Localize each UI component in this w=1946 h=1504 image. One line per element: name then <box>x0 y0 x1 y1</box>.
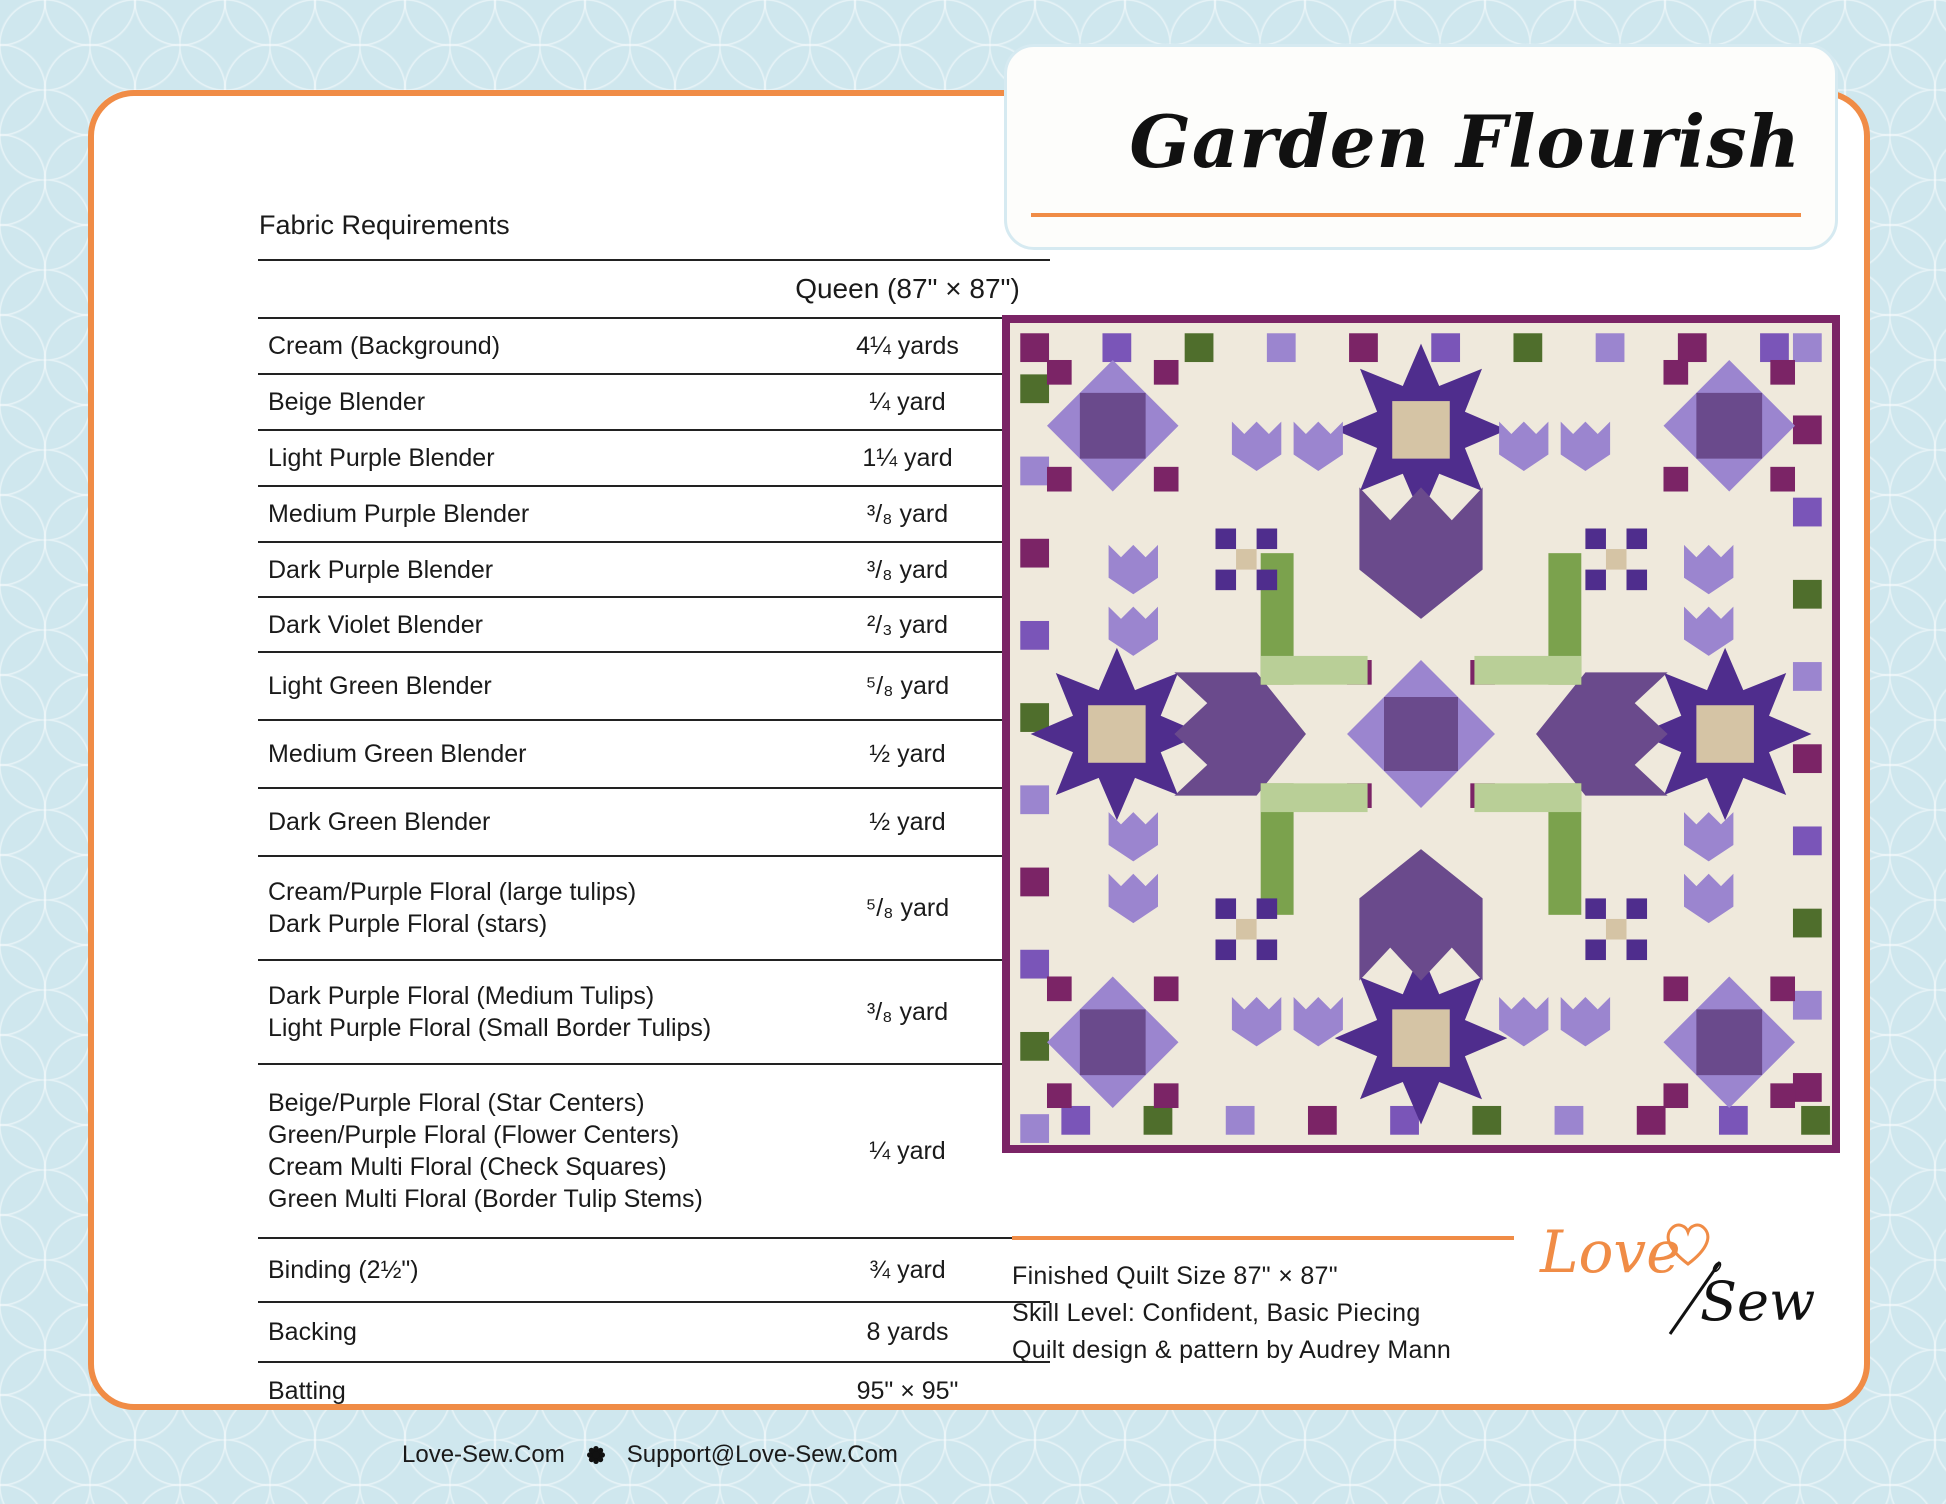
flower-corner <box>1154 976 1179 1001</box>
fabric-name-cell <box>258 1238 765 1302</box>
love-sew-logo <box>1540 1218 1840 1348</box>
border-check <box>1637 1106 1666 1135</box>
nine-patch-square <box>1257 898 1278 919</box>
flower-corner <box>1770 360 1795 385</box>
table-row <box>258 597 1050 652</box>
fabric-name-cell <box>258 960 765 1064</box>
border-check <box>1185 333 1214 362</box>
title-underline <box>1031 213 1801 217</box>
flower-corner <box>1047 467 1072 492</box>
border-check <box>1793 580 1822 609</box>
flower-corner <box>1047 976 1072 1001</box>
fabric-name-cell <box>258 486 765 542</box>
border-check <box>1793 991 1822 1020</box>
border-check <box>1267 333 1296 362</box>
flower-corner <box>1154 467 1179 492</box>
fabric-name: Cream Multi Floral (Check Squares) <box>268 1153 667 1181</box>
star-center <box>1392 1009 1450 1067</box>
table-row <box>258 652 1050 720</box>
nine-patch-square <box>1257 940 1278 961</box>
fabric-name-cell <box>258 542 765 597</box>
star-center <box>1088 705 1146 763</box>
fabric-name: Medium Purple Blender <box>268 500 530 528</box>
border-check <box>1020 457 1049 486</box>
border-check <box>1020 333 1049 362</box>
flower-corner <box>1663 467 1688 492</box>
border-check <box>1020 1032 1049 1061</box>
fabric-name-cell <box>258 788 765 856</box>
table-row <box>258 374 1050 430</box>
tulip-leaf <box>1474 783 1581 812</box>
fabric-name-cell <box>258 652 765 720</box>
fabric-amount: ¼ yard <box>765 1064 1050 1238</box>
website-link[interactable]: Love-Sew.Com <box>402 1441 565 1468</box>
border-check <box>1793 1073 1822 1102</box>
nine-patch-square <box>1236 549 1257 570</box>
designer-credit-text: Quilt design & pattern by Audrey Mann <box>1012 1336 1452 1364</box>
fabric-name-cell <box>258 1064 765 1238</box>
footer-links <box>402 1441 898 1469</box>
tulip-leaf <box>1261 656 1368 685</box>
border-check <box>1020 539 1049 568</box>
table-row <box>258 1302 1050 1362</box>
fabric-name: Green Multi Floral (Border Tulip Stems) <box>268 1185 703 1213</box>
table-row <box>258 856 1050 960</box>
fabric-name-cell <box>258 720 765 788</box>
flower-corner <box>1047 360 1072 385</box>
nine-patch-square <box>1585 898 1606 919</box>
fabric-name-cell <box>258 374 765 430</box>
border-check <box>1020 785 1049 814</box>
border-check <box>1472 1106 1501 1135</box>
border-check <box>1020 703 1049 732</box>
nine-patch-square <box>1216 570 1237 591</box>
border-check <box>1144 1106 1173 1135</box>
flower-corner <box>1663 360 1688 385</box>
quilt-image <box>1002 315 1840 1153</box>
table-row <box>258 430 1050 486</box>
fabric-amount: ½ yard <box>765 720 1050 788</box>
table-header-row <box>258 260 1050 318</box>
nine-patch-square <box>1585 529 1606 550</box>
fabric-name: Cream (Background) <box>268 332 501 360</box>
border-check <box>1020 868 1049 897</box>
star-center <box>1696 705 1754 763</box>
border-check <box>1020 374 1049 403</box>
nine-patch-square <box>1257 529 1278 550</box>
title-box <box>1004 44 1838 250</box>
flower-corner <box>1770 1083 1795 1108</box>
fabric-name-cell <box>258 318 765 374</box>
quilt-details <box>1012 1258 1451 1369</box>
table-row <box>258 542 1050 597</box>
flower-corner <box>1154 360 1179 385</box>
fabric-amount: ³/₈ yard <box>765 542 1050 597</box>
flower-center <box>1696 393 1762 459</box>
fabric-requirements-heading: Fabric Requirements <box>259 210 510 240</box>
border-check <box>1793 333 1822 362</box>
table-row <box>258 1362 1050 1418</box>
table-row <box>258 1238 1050 1302</box>
nine-patch-square <box>1606 919 1627 940</box>
fabric-amount: ³/₈ yard <box>765 960 1050 1064</box>
border-check <box>1793 826 1822 855</box>
fabric-name: Dark Purple Blender <box>268 555 494 584</box>
border-check <box>1801 1106 1830 1135</box>
flower-corner <box>1663 976 1688 1001</box>
tulip-leaf <box>1474 656 1581 685</box>
fabric-name: Dark Purple Floral (stars) <box>268 910 548 938</box>
table-row <box>258 960 1050 1064</box>
fabric-name: Beige Blender <box>268 388 426 416</box>
fabric-amount: ¼ yard <box>765 374 1050 430</box>
border-check <box>1793 744 1822 773</box>
finished-size-text: Finished Quilt Size 87" × 87" <box>1012 1262 1338 1290</box>
border-check <box>1020 950 1049 979</box>
table-row <box>258 318 1050 374</box>
border-check <box>1793 662 1822 691</box>
flower-corner <box>1770 467 1795 492</box>
fabric-name: Light Purple Floral (Small Border Tulips) <box>268 1014 712 1042</box>
fabric-column-header <box>258 260 765 318</box>
nine-patch-square <box>1627 940 1648 961</box>
border-check <box>1390 1106 1419 1135</box>
fabric-name: Dark Violet Blender <box>268 610 483 639</box>
table-row <box>258 1064 1050 1238</box>
nine-patch-square <box>1216 898 1237 919</box>
fabric-name: Batting <box>268 1376 346 1405</box>
border-check <box>1793 498 1822 527</box>
details-rule <box>1012 1236 1514 1240</box>
nine-patch-square <box>1627 529 1648 550</box>
nine-patch-square <box>1606 549 1627 570</box>
flower-corner <box>1663 1083 1688 1108</box>
fabric-name: Dark Green Blender <box>268 808 491 836</box>
nine-patch-square <box>1216 940 1237 961</box>
table-row <box>258 486 1050 542</box>
table-row <box>258 788 1050 856</box>
pattern-title: Garden Flourish <box>1129 99 1801 184</box>
border-check <box>1308 1106 1337 1135</box>
flower-corner <box>1154 1083 1179 1108</box>
fabric-amount: 95" × 95" <box>856 1376 959 1405</box>
border-check <box>1513 333 1542 362</box>
fabric-name: Beige/Purple Floral (Star Centers) <box>268 1089 645 1117</box>
border-check <box>1760 333 1789 362</box>
nine-patch-square <box>1585 570 1606 591</box>
fabric-name: Green/Purple Floral (Flower Centers) <box>268 1121 680 1149</box>
nine-patch-square <box>1257 570 1278 591</box>
fabric-name-cell <box>258 1302 765 1362</box>
border-check <box>1061 1106 1090 1135</box>
fabric-name: Light Green Blender <box>268 672 492 700</box>
fabric-name: Dark Purple Floral (Medium Tulips) <box>268 982 655 1010</box>
rosette-bullet-icon <box>587 1446 605 1464</box>
fabric-requirements-table <box>258 259 1050 1418</box>
logo-sew-word: Sew <box>1700 1270 1816 1333</box>
logo-love-word: Love <box>1540 1218 1681 1286</box>
flower-center <box>1696 1009 1762 1075</box>
flower-center <box>1080 1009 1146 1075</box>
fabric-name-cell <box>258 430 765 486</box>
fabric-amount: 4¼ yards <box>765 318 1050 374</box>
fabric-amount: ⁵/₈ yard <box>765 652 1050 720</box>
fabric-name-cell <box>258 597 765 652</box>
flower-center <box>1080 393 1146 459</box>
fabric-amount: ½ yard <box>765 788 1050 856</box>
fabric-name-cell <box>258 856 765 960</box>
fabric-name: Light Purple Blender <box>268 444 495 472</box>
border-check <box>1349 333 1378 362</box>
nine-patch-square <box>1216 529 1237 550</box>
fabric-amount: 1¼ yard <box>765 430 1050 486</box>
border-check <box>1793 415 1822 444</box>
border-check <box>1596 333 1625 362</box>
border-check <box>1020 621 1049 650</box>
fabric-amount: ³/₈ yard <box>765 486 1050 542</box>
border-check <box>1102 333 1131 362</box>
border-check <box>1719 1106 1748 1135</box>
fabric-name-cell <box>258 1362 765 1418</box>
fabric-name: Cream/Purple Floral (large tulips) <box>268 878 637 906</box>
support-email-link[interactable]: Support@Love-Sew.Com <box>626 1441 898 1468</box>
nine-patch-square <box>1585 940 1606 961</box>
nine-patch-square <box>1627 570 1648 591</box>
fabric-amount: ¾ yard <box>765 1238 1050 1302</box>
flower-corner <box>1770 976 1795 1001</box>
fabric-amount: 8 yards <box>765 1302 1050 1362</box>
flower-corner <box>1047 1083 1072 1108</box>
quilt-illustration <box>1002 315 1840 1153</box>
size-column-header: Queen (87" × 87") <box>765 260 1050 318</box>
border-check <box>1431 333 1460 362</box>
border-check <box>1793 909 1822 938</box>
flower-center <box>1384 697 1458 771</box>
fabric-name: Medium Green Blender <box>268 740 527 768</box>
nine-patch-square <box>1236 919 1257 940</box>
tulip-leaf <box>1261 783 1368 812</box>
fabric-amount: ⁵/₈ yard <box>765 856 1050 960</box>
border-check <box>1678 333 1707 362</box>
fabric-name: Binding (2½") <box>268 1256 419 1284</box>
star-center <box>1392 401 1450 459</box>
skill-level-text: Skill Level: Confident, Basic Piecing <box>1012 1299 1421 1327</box>
border-check <box>1020 1114 1049 1143</box>
fabric-table-body <box>258 318 1050 1418</box>
border-check <box>1555 1106 1584 1135</box>
fabric-name: Backing <box>268 1318 357 1346</box>
border-check <box>1226 1106 1255 1135</box>
nine-patch-square <box>1627 898 1648 919</box>
table-row <box>258 720 1050 788</box>
fabric-amount: ²/₃ yard <box>765 597 1050 652</box>
